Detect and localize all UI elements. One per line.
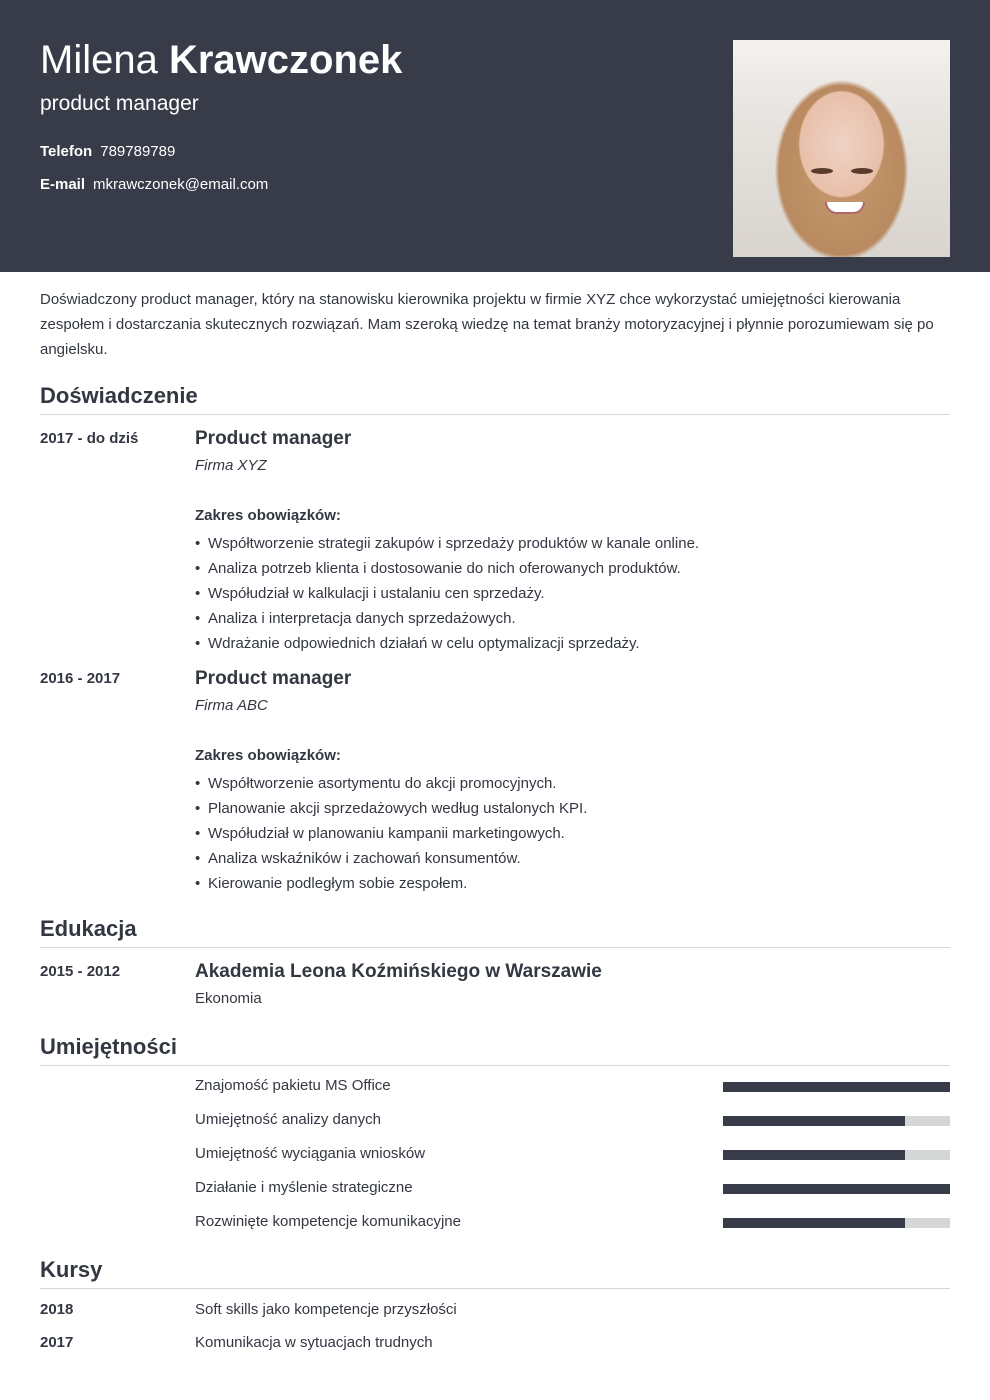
skill-row <box>195 1076 950 1096</box>
experience-date: 2017 - do dziś <box>40 430 139 447</box>
duty-item: • Kierowanie podległym sobie zespołem. <box>195 871 950 896</box>
skill-name: Znajomość pakietu MS Office <box>195 1077 391 1094</box>
photo-smile <box>825 202 865 214</box>
skill-row <box>195 1178 950 1198</box>
duty-item: • Współtworzenie strategii zakupów i sprzedaży produktów w kanale online. <box>195 531 950 556</box>
duty-item: • Analiza i interpretacja danych sprzedażowych. <box>195 606 950 631</box>
resume-header <box>0 0 990 272</box>
duty-item: • Planowanie akcji sprzedażowych według ustalonych KPI. <box>195 796 950 821</box>
section-title-courses: Kursy <box>40 1255 950 1289</box>
email-row <box>40 175 268 195</box>
experience-role: Product manager <box>195 428 352 449</box>
duty-item: • Analiza wskaźników i zachowań konsumentów. <box>195 846 950 871</box>
skill-name: Umiejętność wyciągania wniosków <box>195 1145 426 1162</box>
photo-eye-left <box>811 168 833 174</box>
experience-role: Product manager <box>195 668 352 689</box>
section-title-education: Edukacja <box>40 914 950 948</box>
skill-level-bar <box>723 1150 950 1160</box>
skill-level-fill <box>723 1082 950 1092</box>
duty-item: • Współudział w kalkulacji i ustalaniu cen sprzedaży. <box>195 581 950 606</box>
experience-date: 2016 - 2017 <box>40 670 121 687</box>
email-label: E-mail <box>40 176 86 193</box>
duty-item: • Analiza potrzeb klienta i dostosowanie do nich oferowanych produktów. <box>195 556 950 581</box>
experience-company: Firma ABC <box>195 697 268 714</box>
skill-level-bar <box>723 1218 950 1228</box>
skill-row <box>195 1110 950 1130</box>
course-year: 2018 <box>40 1301 74 1318</box>
profile-summary: Doświadczony product manager, który na stanowisku kierownika projektu w firmie XYZ chce wykorzystać umiejętności kierowania zespołem i dostarczania skutecznych rozwiązań. Mam szeroką wiedzę na temat branży motoryzacyjnej i płynnie porozumiewam się po angielsku. <box>40 291 934 358</box>
course-year: 2017 <box>40 1334 74 1351</box>
skill-level-fill <box>723 1116 905 1126</box>
skill-name: Umiejętność analizy danych <box>195 1111 381 1128</box>
duties-label: Zakres obowiązków: <box>195 747 341 764</box>
phone-label: Telefon <box>40 143 93 160</box>
first-name: Milena <box>40 38 158 82</box>
skill-row <box>195 1144 950 1164</box>
course-name: Komunikacja w sytuacjach trudnych <box>195 1334 433 1351</box>
education-field: Ekonomia <box>195 990 262 1007</box>
section-title-experience: Doświadczenie <box>40 381 950 415</box>
experience-entry <box>195 427 950 656</box>
section-title-skills: Umiejętności <box>40 1032 950 1066</box>
duty-item: • Wdrażanie odpowiednich działań w celu optymalizacji sprzedaży. <box>195 631 950 656</box>
duty-item: • Współudział w planowaniu kampanii marketingowych. <box>195 821 950 846</box>
skill-row <box>195 1212 950 1232</box>
skill-level-bar <box>723 1116 950 1126</box>
education-entry <box>195 960 950 1009</box>
duties-list <box>195 531 950 656</box>
experience-entry <box>195 667 950 896</box>
photo-eye-right <box>851 168 873 174</box>
phone-row <box>40 142 175 162</box>
job-title: product manager <box>40 92 199 115</box>
skill-level-bar <box>723 1082 950 1092</box>
email-value: mkrawczonek@email.com <box>93 176 269 193</box>
education-school: Akademia Leona Koźmińskiego w Warszawie <box>195 961 602 982</box>
skill-name: Rozwinięte kompetencje komunikacyjne <box>195 1213 461 1230</box>
skill-level-fill <box>723 1150 905 1160</box>
duties-list <box>195 771 950 896</box>
last-name: Krawczonek <box>168 38 403 82</box>
experience-company: Firma XYZ <box>195 457 267 474</box>
skill-name: Działanie i myślenie strategiczne <box>195 1179 413 1196</box>
profile-photo <box>733 40 950 257</box>
skill-level-fill <box>723 1184 950 1194</box>
full-name <box>40 36 402 84</box>
education-date: 2015 - 2012 <box>40 963 121 980</box>
skill-level-fill <box>723 1218 905 1228</box>
duties-label: Zakres obowiązków: <box>195 507 341 524</box>
skill-level-bar <box>723 1184 950 1194</box>
duty-item: • Współtworzenie asortymentu do akcji promocyjnych. <box>195 771 950 796</box>
course-name: Soft skills jako kompetencje przyszłości <box>195 1301 457 1318</box>
phone-value: 789789789 <box>100 143 176 160</box>
